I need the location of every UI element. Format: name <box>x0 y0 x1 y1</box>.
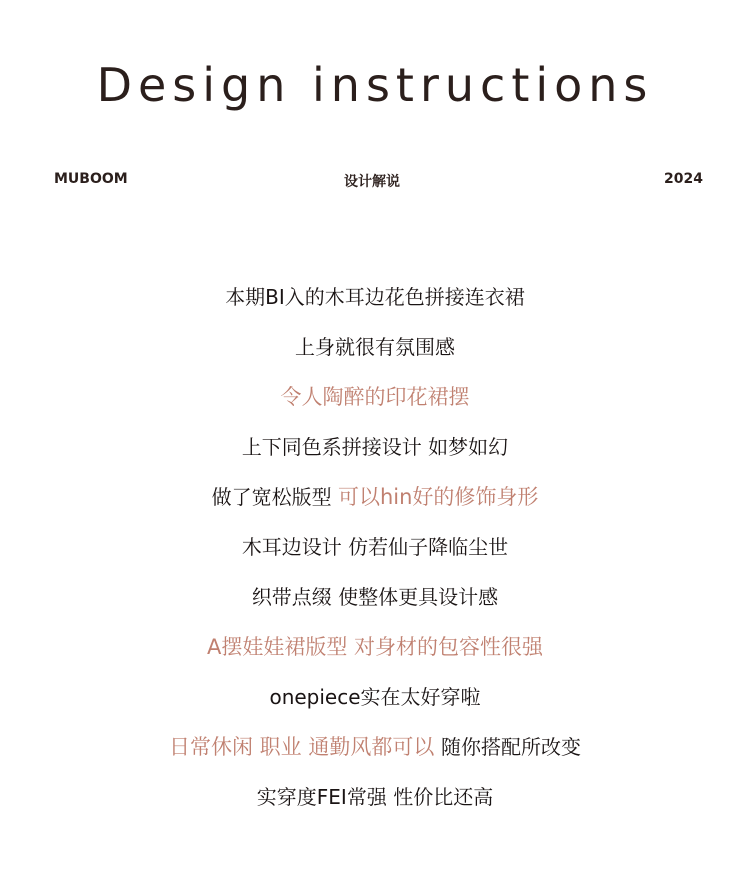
line-text-highlight: 日常休闲 职业 通勤风都可以 <box>168 735 442 759</box>
line-text-highlight: 令人陶醉的印花裙摆 <box>280 385 470 409</box>
description-line-9 <box>0 677 750 727</box>
line-text: 上身就很有氛围感 <box>295 335 455 359</box>
description-line-1 <box>0 277 750 327</box>
description-line-7 <box>0 577 750 627</box>
section-subtitle: 设计解说 <box>344 174 400 190</box>
line-text: 上下同色系拼接设计 如梦如幻 <box>241 435 509 459</box>
description-line-2 <box>0 327 750 377</box>
description-line-10 <box>0 727 750 777</box>
description-line-8 <box>0 627 750 677</box>
description-line-11 <box>0 777 750 827</box>
description-line-5 <box>0 477 750 527</box>
description-line-6 <box>0 527 750 577</box>
description-line-4 <box>0 427 750 477</box>
line-text: 织带点缀 使整体更具设计感 <box>251 585 499 609</box>
year-label: 2024 <box>664 171 703 187</box>
page-title: Design instructions <box>96 58 654 112</box>
line-text: 本期BI入的木耳边花色拼接连衣裙 <box>225 285 525 309</box>
description-lines <box>0 277 750 827</box>
brand-label: MUBOOM <box>54 171 128 187</box>
line-text: 做了宽松版型 <box>211 485 338 509</box>
line-text: 实穿度FEI常强 性价比还高 <box>256 785 494 809</box>
description-line-3 <box>0 377 750 427</box>
line-text-highlight: 可以hin好的修饰身形 <box>337 485 539 509</box>
line-text: onepiece实在太好穿啦 <box>269 685 481 709</box>
line-text: 随你搭配所改变 <box>441 735 582 759</box>
line-text: 木耳边设计 仿若仙子降临尘世 <box>241 535 509 559</box>
line-text-highlight: A摆娃娃裙版型 对身材的包容性很强 <box>206 635 544 659</box>
